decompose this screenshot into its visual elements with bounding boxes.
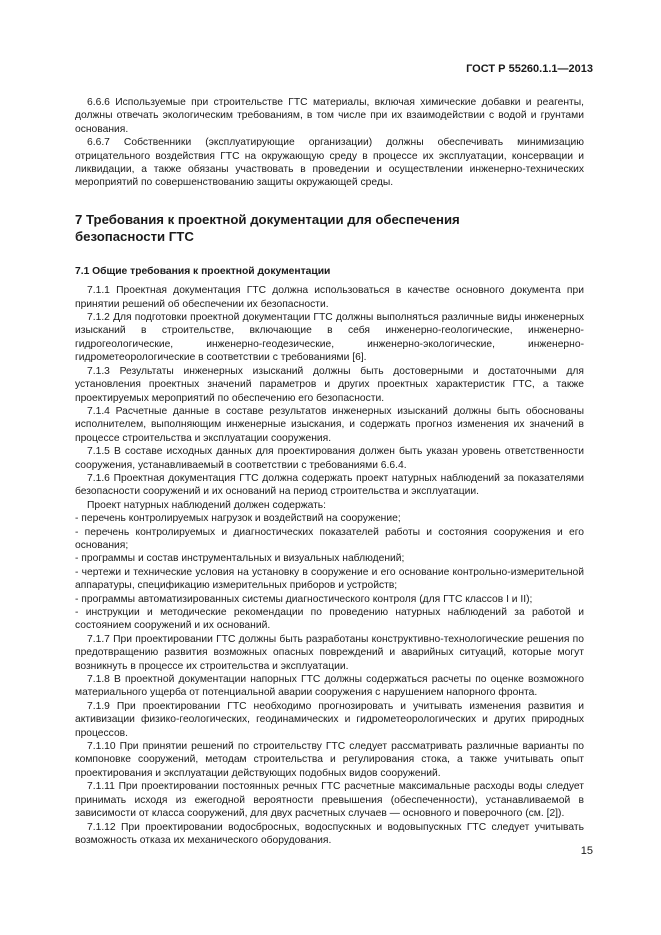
- paragraph-7-1-5: 7.1.5 В составе исходных данных для проектирования должен быть указан уровень ответственности сооружения, устанавливаемый в соответствии с требованиями 6.6.4.: [75, 446, 584, 471]
- list-item: - перечень контролируемых и диагностических показателей работы и состояния сооружения и его основания;: [75, 526, 584, 551]
- paragraph-7-1-2: 7.1.2 Для подготовки проектной документации ГТС должны выполняться различные виды инженерных изысканий в строительстве, включающие в себя инженерно-геологические, инженерно-гидрогеологические, инженерно-геодезические, инженерно-экологические, инженерно-гидрометеорологические в соответствии с требованиями [6].: [75, 312, 584, 364]
- section-7-heading: [75, 211, 584, 245]
- list-item: - программы автоматизированных системы диагностического контроля (для ГТС классов I и II);: [75, 593, 533, 605]
- section-7-title-line2: безопасности ГТС: [75, 228, 194, 244]
- list-item: - перечень контролируемых нагрузок и воздействий на сооружение;: [75, 513, 401, 525]
- paragraph-7-1-4: 7.1.4 Расчетные данные в составе результатов инженерных изысканий должны быть обоснованы исполнителем, выполняющим инженерные изыскания, и содержать прогноз изменения их значений в процессе строительства и эксплуатации сооружения.: [75, 405, 584, 444]
- paragraph-7-1-12: 7.1.12 При проектировании водосбросных, водоспускных и водовыпускных ГТС следует учитывать возможность отказа их механического оборудования.: [75, 821, 584, 846]
- list-item: - программы и состав инструментальных и визуальных наблюдений;: [75, 553, 405, 565]
- paragraph-7-1-3: 7.1.3 Результаты инженерных изысканий должны быть достоверными и достаточными для установления проектных значений параметров и других проектных характеристик ГТС, а также проектируемых мероприятий по обеспечению его безопасности.: [75, 365, 584, 404]
- paragraph-7-1-1: 7.1.1 Проектная документация ГТС должна использоваться в качестве основного документа при принятии решений об обеспечении их безопасности.: [75, 285, 584, 310]
- section-7-title-line1: 7 Требования к проектной документации для обеспечения: [75, 211, 460, 227]
- paragraph-7-1-10: 7.1.10 При принятии решений по строительству ГТС следует рассматривать различные варианты по компоновке сооружений, методам строительства и регулирования стока, а также учитывать опыт проектирования и эксплуатации действующих подобных видов сооружений.: [75, 741, 584, 779]
- list-item: - чертежи и технические условия на установку в сооружение и его основание контрольно-измерительной аппаратуры, спецификацию измерительных приборов и устройств;: [75, 566, 584, 592]
- paragraph-7-1-7: 7.1.7 При проектировании ГТС должны быть разработаны конструктивно-технологические решения по предотвращению развития возможных опасных повреждений и аварийных ситуаций, которые могут возникнуть в процессе их строительства и эксплуатации.: [75, 633, 584, 672]
- document-code: ГОСТ Р 55260.1.1—2013: [466, 63, 593, 75]
- page-content: [75, 96, 584, 847]
- list-item: - инструкции и методические рекомендации по проведению натурных наблюдений за работой и состоянием сооружений и их оснований.: [75, 607, 584, 632]
- paragraph-7-1-11: 7.1.11 При проектировании постоянных речных ГТС расчетные максимальные расходы воды следует принимать исходя из ежегодной вероятности превышения (обеспеченности), устанавливаемой в зависимости от класса сооружений, для двух расчетных случаев — основного и поверочного (см. [2]).: [75, 781, 584, 820]
- paragraph-7-1-6: 7.1.6 Проектная документация ГТС должна содержать проект натурных наблюдений за показателями безопасности сооружений и их оснований на период строительства и эксплуатации.: [75, 472, 584, 498]
- page-number: 15: [580, 845, 593, 857]
- subsection-7-1-heading: 7.1 Общие требования к проектной документации: [75, 265, 331, 277]
- paragraph-6-6-6: 6.6.6 Используемые при строительстве ГТС материалы, включая химические добавки и реагенты, должны отвечать экологическим требованиям, в том числе при их взаимодействии с водой и грунтами основания.: [75, 97, 584, 135]
- paragraph-7-1-8: 7.1.8 В проектной документации напорных ГТС должны содержаться расчеты по оценке возможного материального ущерба от потенциальной аварии сооружения с нарушением напорного фронта.: [75, 674, 584, 699]
- paragraph-7-1-9: 7.1.9 При проектировании ГТС необходимо прогнозировать и учитывать изменения развития и активизации физико-геологических, геодинамических и гидрометеорологических и других природных процессов.: [75, 700, 584, 739]
- paragraph-project-contents: Проект натурных наблюдений должен содержать:: [87, 499, 327, 511]
- paragraph-6-6-7: 6.6.7 Собственники (эксплуатирующие организации) должны обеспечивать минимизацию отрицательного воздействия ГТС на окружающую среду в процессе их эксплуатации, консервации и ликвидации, а также обязаны участвовать в проведении и осуществлении инженерно-технических мероприятий по совершенствованию защиты окружающей среды.: [75, 137, 584, 189]
